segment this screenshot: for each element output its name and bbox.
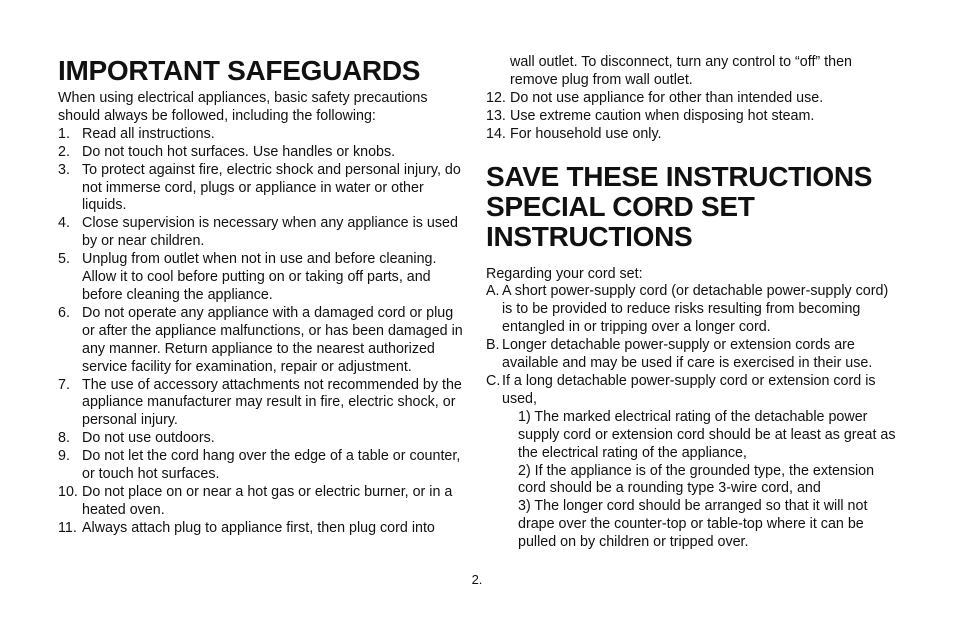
list-item: 3. To protect against fire, electric shock and personal injury, do not immerse cord, plugs or appliance in water or other liquids. [58,161,461,214]
list-item: 14. For household use only. [486,125,662,142]
safeguards-intro: When using electrical appliances, basic safety precautions should always be followed, including the following: [58,90,428,124]
safeguards-list [58,126,468,538]
list-item: 13. Use extreme caution when disposing hot steam. [486,107,815,124]
list-item: A. A short power-supply cord (or detachable power-supply cord) is to be provided to reduce risks resulting from becoming entangled in or tripping over a longer cord. [486,283,889,336]
list-item: 7. The use of accessory attachments not recommended by the appliance manufacturer may result in fire, electric shock, or personal injury. [58,376,462,429]
cord-intro: Regarding your cord set: [486,265,643,282]
list-item: 6. Do not operate any appliance with a damaged cord or plug or after the appliance malfunctions, or has been damaged in any manner. Return appliance to the nearest authorized service facility for examination, repair or adjustment. [58,304,463,375]
list-item: 11. Always attach plug to appliance first, then plug cord into [58,519,435,536]
list-item: 2. Do not touch hot surfaces. Use handles or knobs. [58,143,396,160]
sub-item: 2) If the appliance is of the grounded type, the extension cord should be a rounding type 3-wire cord, and [518,462,875,497]
list-item: 8. Do not use outdoors. [58,430,215,447]
cord-sub-list [486,409,902,552]
page-number: 2. [471,572,483,587]
cord-list [486,283,902,408]
safeguards-title: IMPORTANT SAFEGUARDS [58,55,421,86]
list-item: 1. Read all instructions. [58,125,215,142]
list-item: 4. Close supervision is necessary when any appliance is used by or near children. [58,215,458,250]
safeguards-list-continued [486,90,902,144]
list-item: B. Longer detachable power-supply or extension cords are available and may be used if care is exercised in their use. [486,337,873,372]
right-column [486,0,902,552]
list-item: C. If a long detachable power-supply cord or extension cord is used, [486,372,876,407]
save-instructions-title [486,162,902,252]
sub-item: 3) The longer cord should be arranged so that it will not drape over the counter-top or table-top where it can be pulled on by children or tripped over. [518,498,868,551]
list-item: 10. Do not place on or near a hot gas or electric burner, or in a heated oven. [58,483,453,518]
list-item: 9. Do not let the cord hang over the edge of a table or counter, or touch hot surfaces. [58,448,461,483]
item-11-continuation: wall outlet. To disconnect, turn any control to “off” then remove plug from wall outlet. [510,54,852,88]
sub-item: 1) The marked electrical rating of the detachable power supply cord or extension cord should be at least as great as the electrical rating of the appliance, [518,408,896,461]
list-item: 5. Unplug from outlet when not in use and before cleaning. Allow it to cool before putting on or taking off parts, and before cleaning the appliance. [58,251,437,303]
title-line-instructions: INSTRUCTIONS [486,220,693,252]
title-line-special: SPECIAL CORD SET [486,190,755,222]
left-column [58,0,468,538]
list-item: 12. Do not use appliance for other than intended use. [486,89,824,106]
title-line-save: SAVE THESE INSTRUCTIONS [486,160,873,192]
